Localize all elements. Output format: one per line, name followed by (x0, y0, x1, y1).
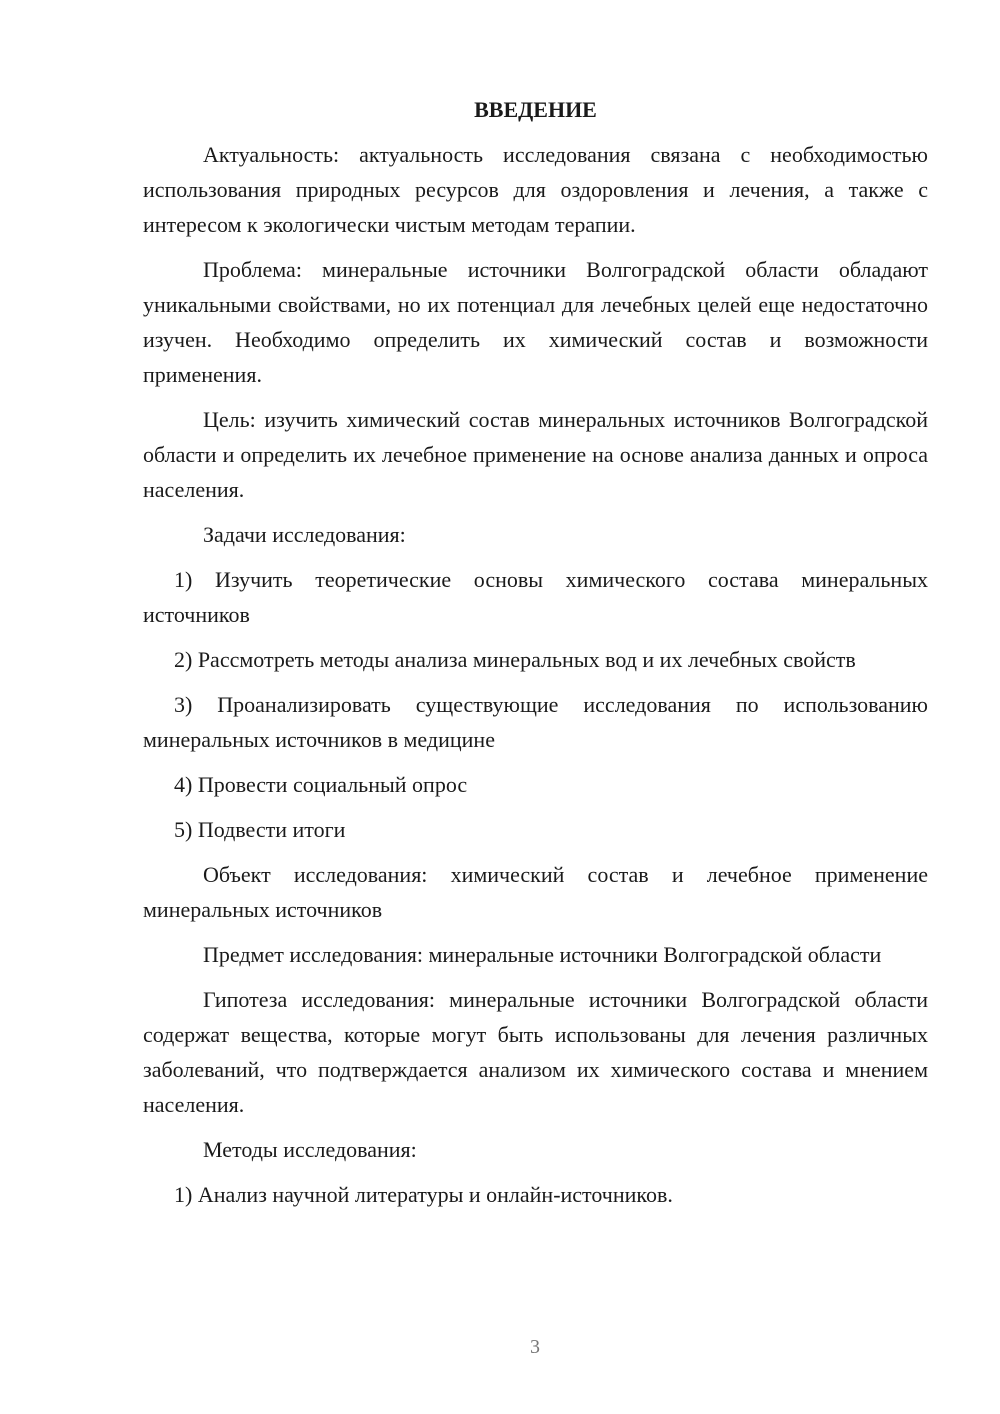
section-title: ВВЕДЕНИЕ (474, 97, 597, 122)
document-page (143, 92, 928, 1222)
paragraph-object: Объект исследования: химический состав и лечебное применение минеральных источников (143, 862, 928, 922)
tasks-heading: Задачи исследования: (203, 522, 406, 547)
paragraph-subject: Предмет исследования: минеральные источники Волгоградской области (203, 942, 882, 967)
task-item-2: 2) Рассмотреть методы анализа минеральных вод и их лечебных свойств (174, 647, 856, 672)
task-item-5: 5) Подвести итоги (174, 817, 346, 842)
task-item-1: 1) Изучить теоретические основы химического состава минеральных источников (143, 567, 928, 627)
paragraph-problem: Проблема: минеральные источники Волгоградской области обладают уникальными свойствами, но их потенциал для лечебных целей еще недостаточно изучен. Необходимо определить их химический состав и возможности применения. (143, 257, 928, 387)
method-item-1: 1) Анализ научной литературы и онлайн-источников. (174, 1182, 673, 1207)
paragraph-goal: Цель: изучить химический состав минеральных источников Волгоградской области и определить их лечебное применение на основе анализа данных и опроса населения. (143, 407, 928, 502)
task-item-3: 3) Проанализировать существующие исследования по использованию минеральных источников в медицине (143, 692, 928, 752)
paragraph-relevance: Актуальность: актуальность исследования связана с необходимостью использования природных ресурсов для оздоровления и лечения, а также с интересом к экологически чистым методам терапии. (143, 142, 928, 237)
paragraph-hypothesis: Гипотеза исследования: минеральные источники Волгоградской области содержат вещества, которые могут быть использованы для лечения различных заболеваний, что подтверждается анализом их химического состава и мнением населения. (143, 987, 928, 1117)
task-item-4: 4) Провести социальный опрос (174, 772, 468, 797)
methods-heading: Методы исследования: (203, 1137, 417, 1162)
page-number: 3 (530, 1336, 540, 1358)
